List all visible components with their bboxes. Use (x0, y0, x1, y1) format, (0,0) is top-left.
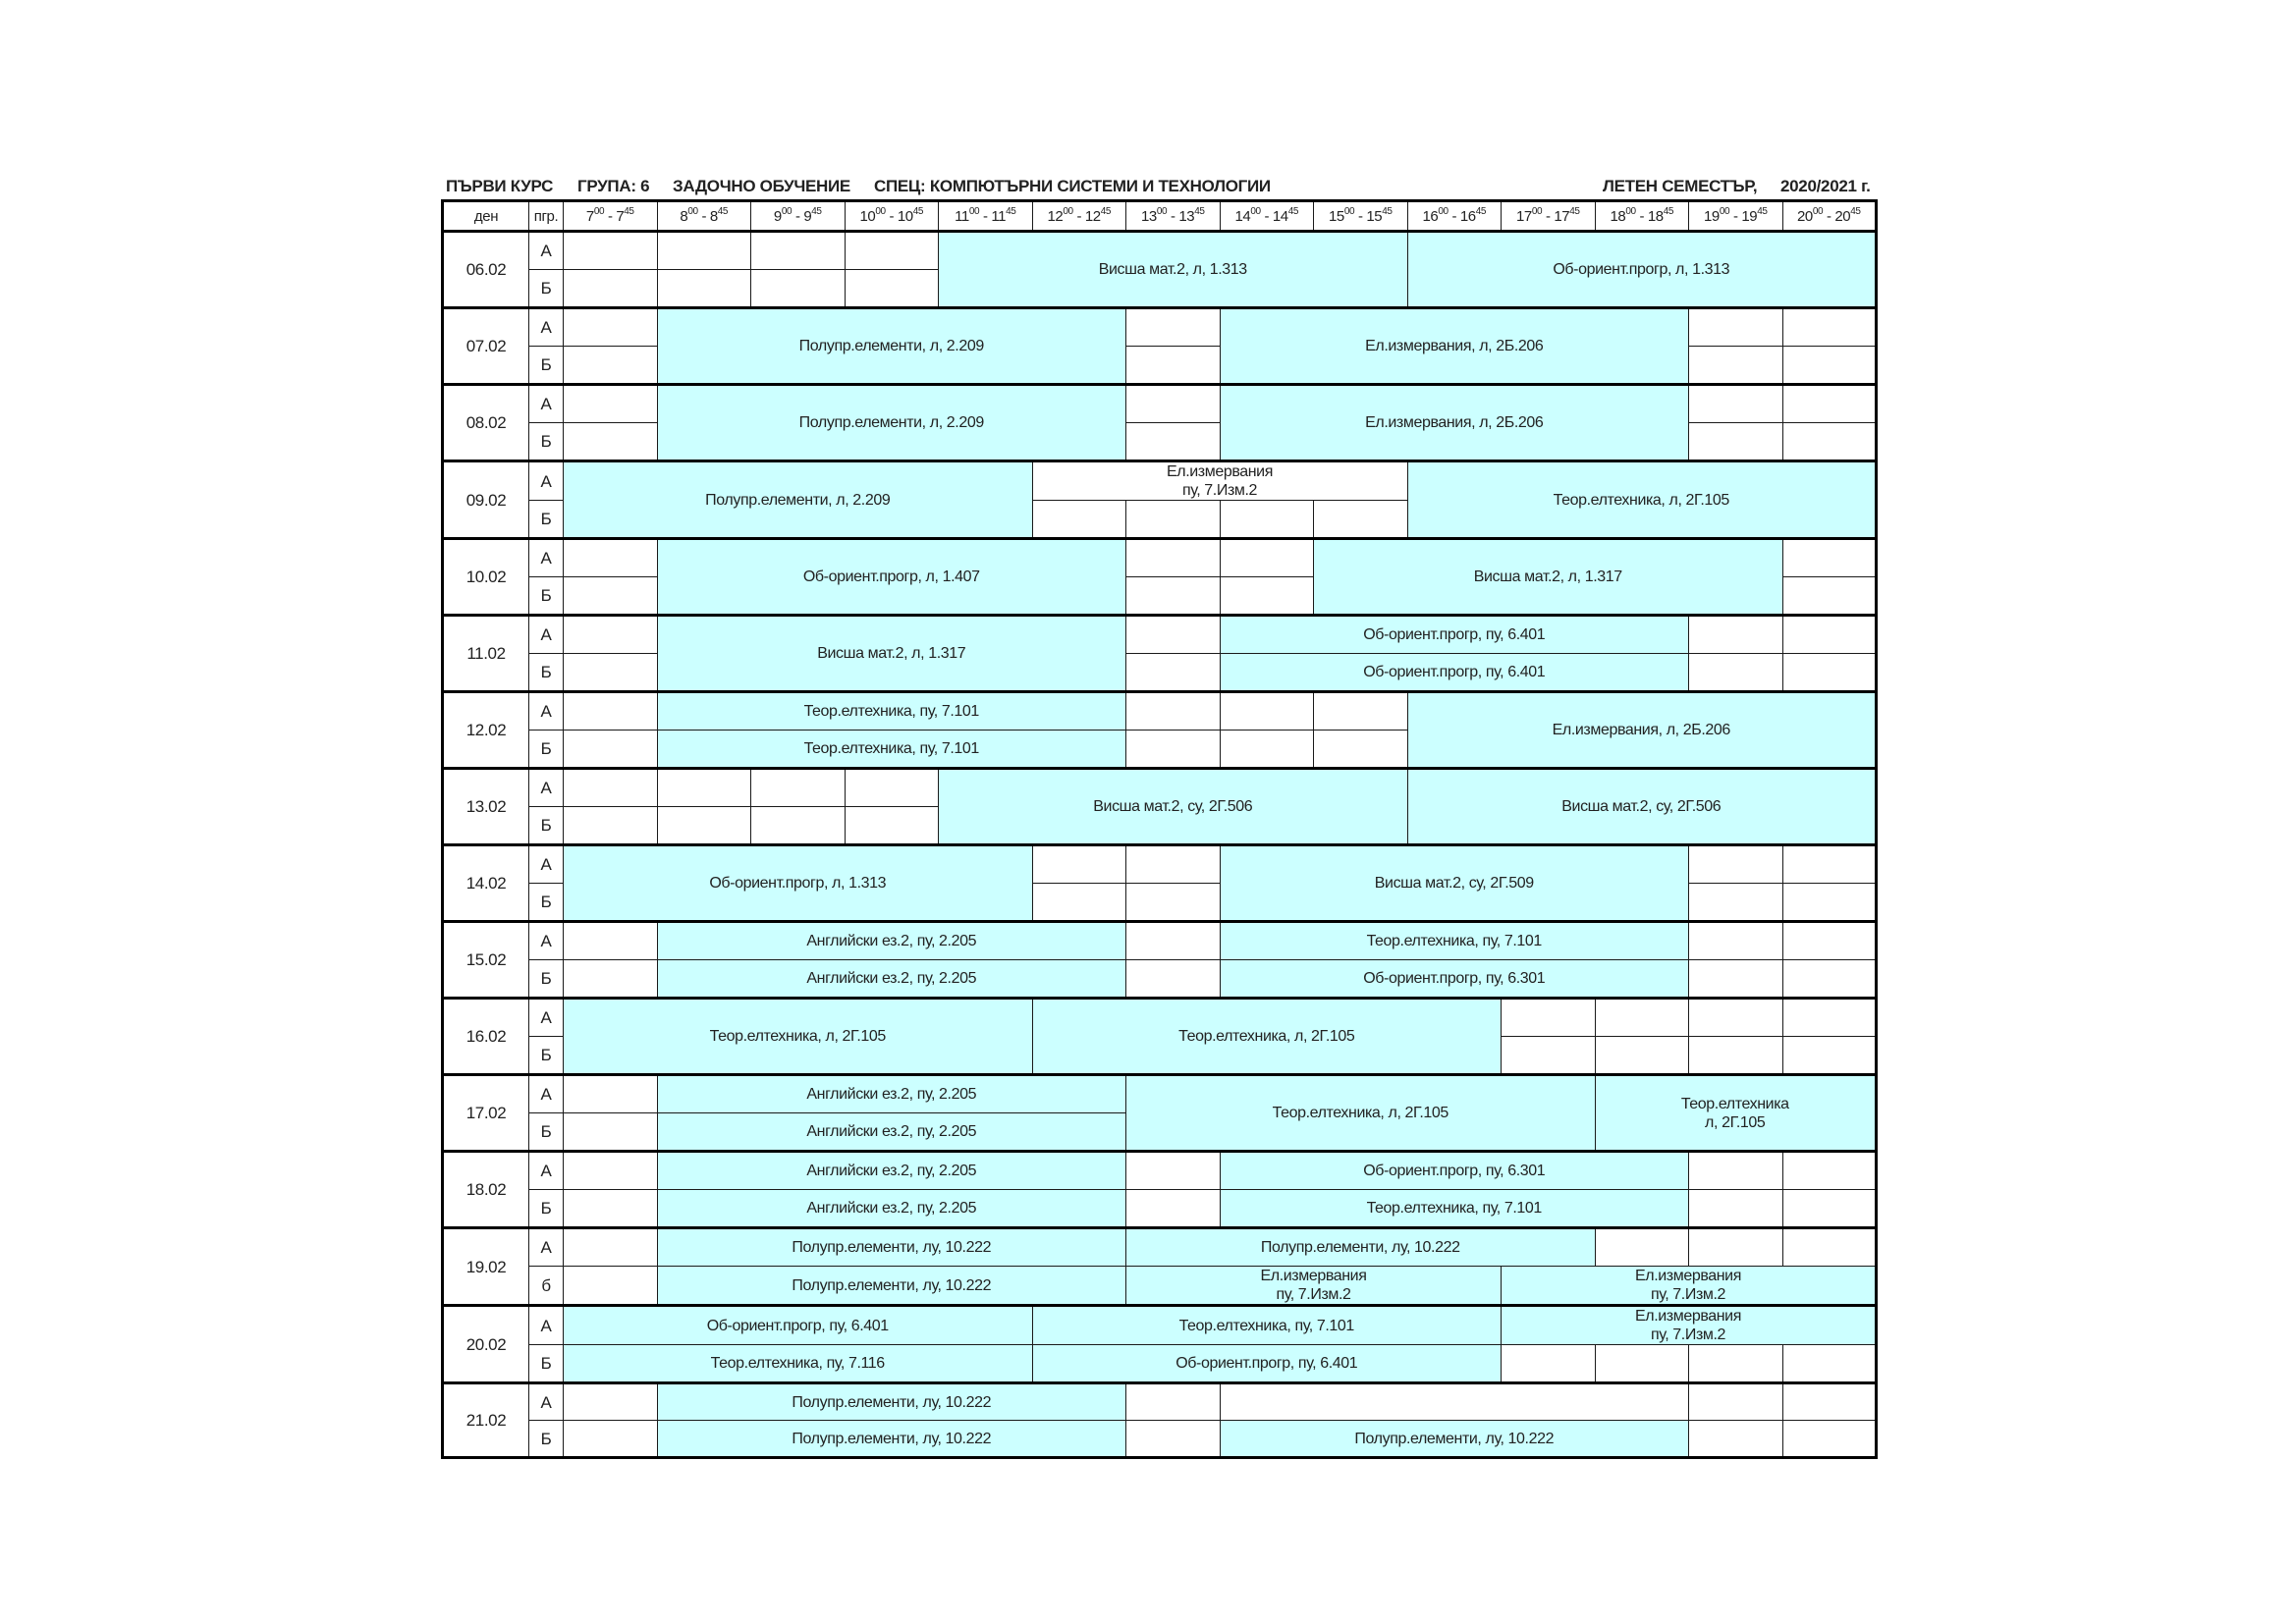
empty-slot (564, 616, 658, 654)
empty-slot (564, 692, 658, 731)
empty-slot (1126, 423, 1221, 461)
time-slot-header: $9^{00} - 9^{45}$ (751, 201, 846, 232)
empty-slot (564, 1228, 658, 1267)
class-cell: Полупр.елементи, л, 2.209 (657, 385, 1126, 461)
time-slot-header: $20^{00} - 20^{45}$ (1782, 201, 1877, 232)
empty-slot (1689, 1037, 1783, 1075)
schedule-row (443, 1152, 1877, 1190)
empty-slot (751, 769, 846, 807)
class-room: пу, 7.Изм.2 (1650, 1286, 1726, 1303)
time-slot-header: $19^{00} - 19^{45}$ (1689, 201, 1783, 232)
subgroup-label: А (529, 999, 564, 1037)
empty-slot (1782, 1383, 1877, 1421)
empty-slot (1689, 1152, 1783, 1190)
day-date: 14.02 (443, 845, 529, 922)
empty-slot (1689, 1228, 1783, 1267)
class-cell: Полупр.елементи, л, 2.209 (564, 461, 1033, 539)
study-form-label: ЗАДОЧНО ОБУЧЕНИЕ (673, 177, 850, 195)
class-cell (1126, 1267, 1502, 1306)
empty-slot (1126, 539, 1221, 577)
class-cell: Теор.елтехника, пу, 7.116 (564, 1345, 1033, 1383)
schedule-row (443, 1383, 1877, 1421)
class-cell: Английски ез.2, пу, 2.205 (657, 1152, 1126, 1190)
class-cell: Теор.елтехника, пу, 7.101 (657, 731, 1126, 769)
subgroup-label: А (529, 769, 564, 807)
empty-slot (1689, 845, 1783, 884)
academic-year-label: 2020/2021 г. (1780, 177, 1871, 195)
empty-slot (1782, 385, 1877, 423)
schedule-row (443, 461, 1877, 501)
empty-slot (1782, 999, 1877, 1037)
empty-slot (1782, 577, 1877, 616)
empty-slot (1782, 654, 1877, 692)
class-cell: Полупр.елементи, лу, 10.222 (657, 1421, 1126, 1458)
subgroup-label: Б (529, 1113, 564, 1152)
empty-slot (1126, 731, 1221, 769)
class-cell: Полупр.елементи, лу, 10.222 (1220, 1421, 1689, 1458)
empty-slot (1689, 1383, 1783, 1421)
class-cell: Висша мат.2, л, 1.313 (939, 232, 1408, 308)
time-slot-header: $18^{00} - 18^{45}$ (1595, 201, 1689, 232)
empty-slot (1689, 960, 1783, 999)
class-cell: Теор.елтехника, л, 2Г.105 (1126, 1075, 1596, 1152)
schedule-row (443, 232, 1877, 270)
empty-slot (1126, 960, 1221, 999)
time-slot-header: $13^{00} - 13^{45}$ (1126, 201, 1221, 232)
empty-slot (1595, 1037, 1689, 1075)
day-date: 10.02 (443, 539, 529, 616)
class-cell: Английски ез.2, пу, 2.205 (657, 1113, 1126, 1152)
empty-slot (1314, 692, 1408, 731)
empty-slot (1595, 999, 1689, 1037)
empty-slot (1126, 308, 1221, 347)
subgroup-column-header: пгр. (529, 201, 564, 232)
empty-slot (1782, 1345, 1877, 1383)
group-label: ГРУПА: 6 (577, 177, 650, 195)
time-slot-header: $15^{00} - 15^{45}$ (1314, 201, 1408, 232)
class-room: пу, 7.Изм.2 (1276, 1286, 1351, 1303)
class-cell: Висша мат.2, су, 2Г.509 (1220, 845, 1689, 922)
header-row (443, 201, 1877, 232)
subgroup-label: А (529, 1306, 564, 1345)
subgroup-label: Б (529, 270, 564, 308)
class-cell: Об-ориент.прогр, пу, 6.401 (1220, 616, 1689, 654)
class-title: Ел.измервания (1635, 1308, 1741, 1325)
empty-slot (1689, 1190, 1783, 1228)
empty-slot (564, 577, 658, 616)
empty-slot (564, 1267, 658, 1306)
class-title: Теор.елтехника (1680, 1095, 1789, 1112)
empty-slot (564, 922, 658, 960)
schedule-row (443, 960, 1877, 999)
class-cell (1032, 461, 1407, 501)
empty-slot (564, 1190, 658, 1228)
class-cell: Об-ориент.прогр, пу, 6.301 (1220, 1152, 1689, 1190)
empty-slot (1782, 1228, 1877, 1267)
empty-slot (1782, 1190, 1877, 1228)
class-cell: Теор.елтехника, л, 2Г.105 (1032, 999, 1502, 1075)
class-cell: Об-ориент.прогр, л, 1.407 (657, 539, 1126, 616)
class-cell: Висша мат.2, су, 2Г.506 (939, 769, 1408, 845)
schedule-row (443, 385, 1877, 423)
day-column-header: ден (443, 201, 529, 232)
schedule-header (442, 177, 1876, 198)
empty-slot (1126, 654, 1221, 692)
specialty-label: СПЕЦ: КОМПЮТЪРНИ СИСТЕМИ И ТЕХНОЛОГИИ (874, 177, 1271, 195)
day-date: 21.02 (443, 1383, 529, 1458)
empty-slot (564, 1383, 658, 1421)
class-cell (1595, 1075, 1877, 1152)
time-slot-header: $16^{00} - 16^{45}$ (1407, 201, 1502, 232)
schedule-row (443, 922, 1877, 960)
class-cell: Висша мат.2, л, 1.317 (1314, 539, 1783, 616)
class-cell: Висша мат.2, су, 2Г.506 (1407, 769, 1877, 845)
class-room: пу, 7.Изм.2 (1650, 1326, 1726, 1343)
empty-slot (564, 1421, 658, 1458)
empty-slot (1689, 1421, 1783, 1458)
empty-slot (1502, 999, 1596, 1037)
empty-slot (1220, 501, 1314, 539)
empty-slot (1126, 1152, 1221, 1190)
class-cell: Об-ориент.прогр, л, 1.313 (564, 845, 1033, 922)
empty-slot (1032, 884, 1126, 922)
class-cell: Теор.елтехника, пу, 7.101 (1220, 1190, 1689, 1228)
schedule-row (443, 692, 1877, 731)
class-cell (1502, 1306, 1877, 1345)
empty-slot (1126, 845, 1221, 884)
class-title: Ел.измервания (1635, 1268, 1741, 1284)
class-cell: Об-ориент.прогр, пу, 6.301 (1220, 960, 1689, 999)
subgroup-label: Б (529, 577, 564, 616)
empty-slot (1126, 501, 1221, 539)
class-cell: Полупр.елементи, лу, 10.222 (657, 1267, 1126, 1306)
subgroup-label: А (529, 692, 564, 731)
empty-slot (845, 769, 939, 807)
empty-slot (657, 270, 751, 308)
schedule-row (443, 308, 1877, 347)
empty-slot (657, 807, 751, 845)
empty-slot (1126, 884, 1221, 922)
subgroup-label: б (529, 1267, 564, 1306)
subgroup-label: Б (529, 1345, 564, 1383)
empty-slot (1126, 922, 1221, 960)
day-date: 09.02 (443, 461, 529, 539)
empty-slot (1220, 539, 1314, 577)
empty-slot (564, 539, 658, 577)
empty-slot (1689, 999, 1783, 1037)
empty-slot (1782, 1037, 1877, 1075)
subgroup-label: А (529, 1075, 564, 1113)
day-date: 12.02 (443, 692, 529, 769)
empty-slot (1126, 385, 1221, 423)
subgroup-label: А (529, 308, 564, 347)
subgroup-label: Б (529, 501, 564, 539)
subgroup-label: Б (529, 1037, 564, 1075)
class-cell: Висша мат.2, л, 1.317 (657, 616, 1126, 692)
empty-slot (564, 270, 658, 308)
empty-slot (564, 807, 658, 845)
time-slot-header: $7^{00} - 7^{45}$ (564, 201, 658, 232)
schedule-row (443, 769, 1877, 807)
time-slot-header: $14^{00} - 14^{45}$ (1220, 201, 1314, 232)
class-cell: Теор.елтехника, л, 2Г.105 (1407, 461, 1877, 539)
schedule-row (443, 1075, 1877, 1113)
empty-slot (1502, 1037, 1596, 1075)
class-cell: Об-ориент.прогр, пу, 6.401 (1032, 1345, 1502, 1383)
subgroup-label: А (529, 461, 564, 501)
schedule-row (443, 1190, 1877, 1228)
class-cell: Полупр.елементи, л, 2.209 (657, 308, 1126, 385)
schedule-row (443, 1421, 1877, 1458)
empty-slot (1126, 1383, 1221, 1421)
class-cell: Теор.елтехника, пу, 7.101 (1032, 1306, 1502, 1345)
empty-slot (1689, 347, 1783, 385)
class-cell: Теор.елтехника, пу, 7.101 (657, 692, 1126, 731)
empty-slot (1689, 654, 1783, 692)
empty-slot (1689, 616, 1783, 654)
empty-slot (845, 232, 939, 270)
empty-slot (1220, 1383, 1689, 1421)
empty-slot (564, 308, 658, 347)
empty-slot (751, 232, 846, 270)
subgroup-label: Б (529, 807, 564, 845)
subgroup-label: А (529, 1383, 564, 1421)
schedule-row (443, 999, 1877, 1037)
subgroup-label: Б (529, 654, 564, 692)
class-cell: Теор.елтехника, пу, 7.101 (1220, 922, 1689, 960)
subgroup-label: Б (529, 731, 564, 769)
empty-slot (564, 960, 658, 999)
time-slot-header: $8^{00} - 8^{45}$ (657, 201, 751, 232)
empty-slot (1782, 423, 1877, 461)
empty-slot (1126, 577, 1221, 616)
class-room: л, 2Г.105 (1705, 1113, 1766, 1131)
subgroup-label: А (529, 1228, 564, 1267)
empty-slot (1314, 501, 1408, 539)
class-cell: Ел.измервания, л, 2Б.206 (1220, 385, 1689, 461)
class-cell: Ел.измервания, л, 2Б.206 (1407, 692, 1877, 769)
day-date: 17.02 (443, 1075, 529, 1152)
empty-slot (564, 654, 658, 692)
empty-slot (564, 731, 658, 769)
empty-slot (1595, 1228, 1689, 1267)
class-cell (1502, 1267, 1877, 1306)
empty-slot (1220, 731, 1314, 769)
empty-slot (845, 807, 939, 845)
empty-slot (1502, 1345, 1596, 1383)
class-cell: Об-ориент.прогр, пу, 6.401 (1220, 654, 1689, 692)
day-date: 13.02 (443, 769, 529, 845)
time-slot-header: $17^{00} - 17^{45}$ (1502, 201, 1596, 232)
subgroup-label: Б (529, 960, 564, 999)
schedule-row (443, 845, 1877, 884)
time-slot-header: $10^{00} - 10^{45}$ (845, 201, 939, 232)
empty-slot (1689, 385, 1783, 423)
schedule-row (443, 1345, 1877, 1383)
schedule-row (443, 1306, 1877, 1345)
schedule-row (443, 539, 1877, 577)
class-cell: Полупр.елементи, лу, 10.222 (657, 1383, 1126, 1421)
empty-slot (564, 1152, 658, 1190)
subgroup-label: А (529, 922, 564, 960)
day-date: 11.02 (443, 616, 529, 692)
empty-slot (657, 769, 751, 807)
semester-label: ЛЕТЕН СЕМЕСТЪР, (1603, 177, 1758, 195)
class-cell: Английски ез.2, пу, 2.205 (657, 960, 1126, 999)
empty-slot (845, 270, 939, 308)
empty-slot (564, 1113, 658, 1152)
class-cell: Английски ез.2, пу, 2.205 (657, 1075, 1126, 1113)
empty-slot (1126, 692, 1221, 731)
empty-slot (564, 423, 658, 461)
time-slot-header: $12^{00} - 12^{45}$ (1032, 201, 1126, 232)
empty-slot (657, 232, 751, 270)
empty-slot (751, 807, 846, 845)
subgroup-label: А (529, 616, 564, 654)
empty-slot (1782, 1421, 1877, 1458)
class-cell: Английски ез.2, пу, 2.205 (657, 1190, 1126, 1228)
empty-slot (1689, 1345, 1783, 1383)
empty-slot (1220, 692, 1314, 731)
day-date: 16.02 (443, 999, 529, 1075)
subgroup-label: Б (529, 347, 564, 385)
empty-slot (564, 769, 658, 807)
empty-slot (564, 1075, 658, 1113)
empty-slot (1595, 1345, 1689, 1383)
day-date: 19.02 (443, 1228, 529, 1306)
schedule-row (443, 1228, 1877, 1267)
subgroup-label: А (529, 232, 564, 270)
empty-slot (1689, 423, 1783, 461)
class-cell: Полупр.елементи, лу, 10.222 (1126, 1228, 1596, 1267)
empty-slot (1782, 960, 1877, 999)
schedule-row (443, 1267, 1877, 1306)
empty-slot (1782, 616, 1877, 654)
empty-slot (1126, 1421, 1221, 1458)
empty-slot (1220, 577, 1314, 616)
class-cell: Об-ориент.прогр, л, 1.313 (1407, 232, 1877, 308)
empty-slot (1689, 308, 1783, 347)
day-date: 08.02 (443, 385, 529, 461)
empty-slot (564, 385, 658, 423)
subgroup-label: А (529, 385, 564, 423)
empty-slot (1782, 845, 1877, 884)
day-date: 06.02 (443, 232, 529, 308)
empty-slot (1032, 845, 1126, 884)
class-room: пу, 7.Изм.2 (1181, 482, 1258, 499)
class-title: Ел.измервания (1167, 463, 1273, 480)
day-date: 18.02 (443, 1152, 529, 1228)
class-cell: Теор.елтехника, л, 2Г.105 (564, 999, 1033, 1075)
empty-slot (1782, 347, 1877, 385)
empty-slot (1689, 884, 1783, 922)
empty-slot (1782, 1152, 1877, 1190)
empty-slot (1126, 1190, 1221, 1228)
empty-slot (564, 347, 658, 385)
day-date: 20.02 (443, 1306, 529, 1383)
empty-slot (1782, 308, 1877, 347)
time-slot-header: $11^{00} - 11^{45}$ (939, 201, 1033, 232)
course-label: ПЪРВИ КУРС (446, 177, 554, 195)
subgroup-label: Б (529, 423, 564, 461)
class-cell: Об-ориент.прогр, пу, 6.401 (564, 1306, 1033, 1345)
schedule-row (443, 616, 1877, 654)
empty-slot (1782, 539, 1877, 577)
class-cell: Полупр.елементи, лу, 10.222 (657, 1228, 1126, 1267)
empty-slot (1689, 922, 1783, 960)
subgroup-label: Б (529, 884, 564, 922)
subgroup-label: А (529, 539, 564, 577)
day-date: 07.02 (443, 308, 529, 385)
empty-slot (1782, 884, 1877, 922)
subgroup-label: А (529, 1152, 564, 1190)
subgroup-label: А (529, 845, 564, 884)
schedule-table (441, 199, 1878, 1459)
day-date: 15.02 (443, 922, 529, 999)
empty-slot (1126, 616, 1221, 654)
subgroup-label: Б (529, 1421, 564, 1458)
empty-slot (1032, 501, 1126, 539)
class-cell: Ел.измервания, л, 2Б.206 (1220, 308, 1689, 385)
class-cell: Английски ез.2, пу, 2.205 (657, 922, 1126, 960)
subgroup-label: Б (529, 1190, 564, 1228)
empty-slot (564, 232, 658, 270)
empty-slot (1126, 347, 1221, 385)
empty-slot (751, 270, 846, 308)
class-title: Ел.измервания (1260, 1268, 1367, 1284)
empty-slot (1314, 731, 1408, 769)
empty-slot (1782, 922, 1877, 960)
